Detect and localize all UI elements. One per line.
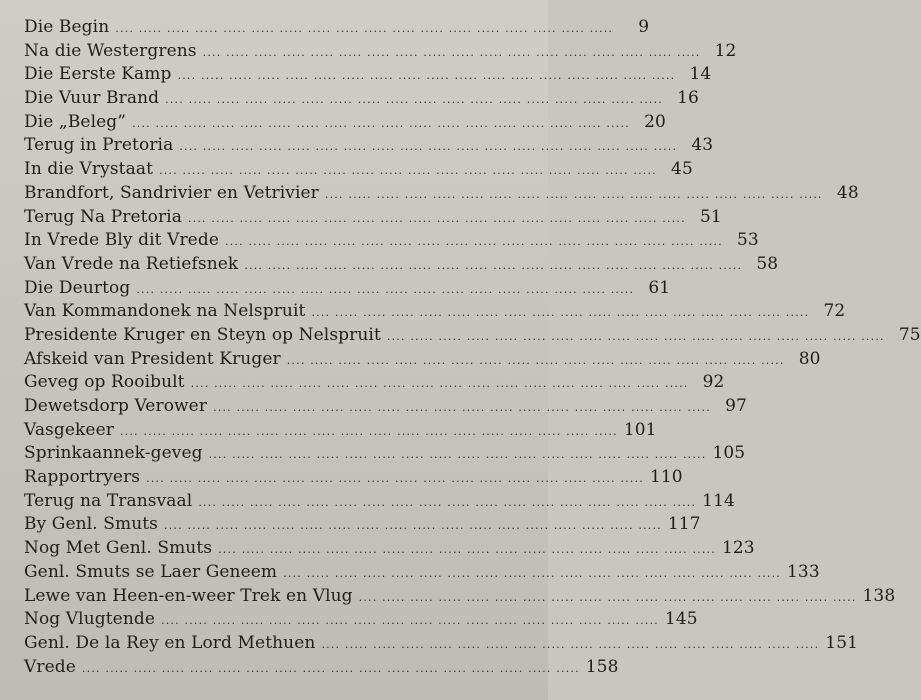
toc-entry-title: Lewe van Heen-en-weer Trek en Vlug	[24, 585, 353, 606]
toc-entry-page-number: 58	[756, 253, 779, 274]
toc-entry-page-number: 117	[667, 514, 701, 535]
dot-leader: .... ..... ..... ..... ..... ..... ..... ..... ..... ..... ..... ..... ..... ..... ..... ..... ..... .....	[321, 637, 820, 651]
toc-entry	[24, 277, 671, 301]
toc-entry-page-number: 101	[623, 419, 657, 440]
dot-leader: .... ..... ..... ..... ..... ..... ..... ..... ..... ..... ..... ..... ..... ..... ..... ..... ..... .....	[213, 401, 711, 414]
toc-entry-page-number: 51	[699, 206, 722, 227]
dot-leader: .... ..... ..... ..... ..... ..... ..... ..... ..... ..... ..... ..... ..... ..... ..... ..... ..... .....	[324, 187, 823, 201]
toc-entry-page-number: 133	[787, 561, 820, 582]
dot-leader: .... ..... ..... ..... ..... ..... ..... ..... ..... ..... ..... ..... ..... ..... ..... ..... ..... .....	[81, 661, 580, 675]
toc-entry	[24, 229, 759, 253]
dot-leader: .... ..... ..... ..... ..... ..... ..... ..... ..... ..... ..... ..... ..... ..... ..... ..... ..... .....	[358, 590, 857, 604]
dot-leader: .... ..... ..... ..... ..... ..... ..... ..... ..... ..... ..... ..... ..... ..... ..... ..... ..... .....	[218, 543, 716, 557]
toc-entry-title: Genl. Smuts se Laer Geneem	[24, 561, 278, 582]
toc-entry-page-number: 9	[638, 17, 650, 37]
toc-entry-title: Die Begin	[24, 17, 110, 37]
toc-entry	[24, 87, 699, 111]
toc-entry-title: Geveg op Rooibult	[24, 372, 185, 393]
toc-entry-page-number: 61	[648, 277, 671, 298]
dot-leader: .... ..... ..... ..... ..... ..... ..... ..... ..... ..... ..... ..... ..... ..... ..... ..... ..... .....	[386, 329, 885, 343]
toc-entry-page-number: 145	[664, 609, 698, 630]
toc-entry	[24, 395, 747, 419]
toc-entry	[24, 182, 859, 206]
toc-entry-title: By Genl. Smuts	[24, 514, 159, 535]
toc-entry	[24, 513, 701, 537]
toc-entry	[24, 134, 714, 158]
toc-entry-title: Dewetsdorp Verower	[24, 396, 208, 416]
dot-leader: .... ..... ..... ..... ..... ..... ..... ..... ..... ..... ..... ..... ..... ..... ..... ..... ..... .....	[286, 353, 785, 367]
toc-entry	[24, 656, 619, 680]
toc-entry-page-number: 20	[644, 111, 666, 132]
dot-leader: .... ..... ..... ..... ..... ..... ..... ..... ..... ..... ..... ..... ..... ..... ..... ..... ..... .....	[179, 140, 678, 154]
toc-entry-page-number: 16	[677, 88, 699, 109]
dot-leader: .... ..... ..... ..... ..... ..... ..... ..... ..... ..... ..... ..... ..... ..... ..... ..... ..... .....	[202, 45, 701, 59]
toc-entry	[24, 537, 755, 561]
toc-entry-page-number: 138	[862, 585, 896, 606]
toc-entry-page-number: 97	[725, 396, 747, 416]
toc-entry-title: Terug na Transvaal	[24, 490, 193, 511]
toc-entry	[24, 419, 657, 443]
toc-entry	[24, 466, 683, 490]
toc-entry	[24, 206, 722, 230]
toc-entry-title: Terug in Pretoria	[24, 135, 174, 156]
dot-leader: .... ..... ..... ..... ..... ..... ..... ..... ..... ..... ..... ..... ..... ..... ..... ..... ..... .....	[159, 164, 657, 178]
dot-leader: .... ..... ..... ..... ..... ..... ..... ..... ..... ..... ..... ..... ..... ..... ..... ..... ..... .....	[132, 116, 630, 130]
dot-leader: .... ..... ..... ..... ..... ..... ..... ..... ..... ..... ..... ..... ..... ..... ..... ..... ..... .....	[177, 69, 676, 83]
toc-entry-page-number: 43	[691, 135, 714, 156]
toc-entry-page-number: 45	[671, 159, 693, 180]
toc-entry-title: Nog Met Genl. Smuts	[24, 538, 213, 559]
toc-entry	[24, 348, 821, 372]
dot-leader: .... ..... ..... ..... ..... ..... ..... ..... ..... ..... ..... ..... ..... ..... ..... ..... ..... .....	[146, 472, 644, 486]
dot-leader: .... ..... ..... ..... ..... ..... ..... ..... ..... ..... ..... ..... ..... ..... ..... ..... ..... .....	[311, 306, 810, 320]
toc-entry-title: Die „Beleg”	[24, 111, 127, 132]
toc-entry-title: Genl. De la Rey en Lord Methuen	[24, 632, 316, 653]
toc-entry	[24, 561, 820, 585]
toc-entry	[24, 585, 896, 609]
toc-entry-page-number: 158	[585, 656, 619, 677]
toc-entry-page-number: 110	[649, 467, 683, 488]
toc-entry-page-number: 72	[823, 301, 846, 322]
toc-entry-title: In Vrede Bly dit Vrede	[24, 230, 219, 251]
dot-leader: .... ..... ..... ..... ..... ..... ..... ..... ..... ..... ..... ..... ..... ..... ..... ..... ..... .....	[190, 377, 689, 391]
dot-leader: .... ..... ..... ..... ..... ..... ..... ..... ..... ..... ..... ..... ..... ..... ..... ..... ..... .....	[115, 22, 614, 35]
toc-entry-page-number: 114	[702, 490, 735, 511]
toc-entry	[24, 300, 846, 324]
toc-entry-title: Rapportryers	[24, 467, 141, 488]
toc-entry-page-number: 14	[689, 64, 712, 85]
toc-entry-title: Vasgekeer	[24, 419, 114, 440]
dot-leader: .... ..... ..... ..... ..... ..... ..... ..... ..... ..... ..... ..... ..... ..... ..... ..... ..... .....	[283, 566, 781, 580]
toc-entry	[24, 608, 698, 632]
toc-entry	[24, 490, 735, 514]
toc-entry	[24, 63, 712, 87]
toc-entry-title: Die Eerste Kamp	[24, 64, 172, 85]
toc-entry-title: In die Vrystaat	[24, 159, 154, 180]
dot-leader: .... ..... ..... ..... ..... ..... ..... ..... ..... ..... ..... ..... ..... ..... ..... ..... ..... .....	[164, 519, 662, 533]
dot-leader: .... ..... ..... ..... ..... ..... ..... ..... ..... ..... ..... ..... ..... ..... ..... ..... ..... .....	[165, 93, 663, 107]
toc-entry-page-number: 151	[825, 632, 859, 653]
dot-leader: .... ..... ..... ..... ..... ..... ..... ..... ..... ..... ..... ..... ..... ..... ..... ..... ..... .....	[198, 495, 697, 509]
toc-entry	[24, 253, 779, 277]
dot-leader: .... ..... ..... ..... ..... ..... ..... ..... ..... ..... ..... ..... ..... ..... ..... ..... ..... .....	[208, 448, 707, 462]
toc-entry	[24, 16, 650, 40]
toc-entry-title: Nog Vlugtende	[24, 609, 156, 630]
toc-entry	[24, 158, 693, 182]
toc-entry-title: Afskeid van President Kruger	[24, 348, 281, 369]
toc-entry-title: Van Vrede na Retiefsnek	[24, 253, 239, 274]
toc-entry-title: Presidente Kruger en Steyn op Nelspruit	[24, 324, 381, 345]
toc-entry	[24, 111, 666, 135]
toc-entry	[24, 442, 746, 466]
dot-leader: .... ..... ..... ..... ..... ..... ..... ..... ..... ..... ..... ..... ..... ..... ..... ..... ..... .....	[244, 258, 743, 272]
toc-entry-page-number: 105	[712, 443, 746, 464]
toc-entry	[24, 371, 725, 395]
toc-entry	[24, 324, 921, 348]
dot-leader: .... ..... ..... ..... ..... ..... ..... ..... ..... ..... ..... ..... ..... ..... ..... ..... ..... .....	[224, 235, 723, 249]
dot-leader: .... ..... ..... ..... ..... ..... ..... ..... ..... ..... ..... ..... ..... ..... ..... ..... ..... .....	[161, 614, 659, 628]
toc-entry	[24, 40, 737, 64]
dot-leader: .... ..... ..... ..... ..... ..... ..... ..... ..... ..... ..... ..... ..... ..... ..... ..... ..... .....	[187, 211, 686, 225]
toc-entry-title: Brandfort, Sandrivier en Vetrivier	[24, 182, 319, 203]
toc-entry-page-number: 92	[702, 372, 725, 393]
toc-entry-page-number: 123	[721, 538, 755, 559]
toc-entry-title: Na die Westergrens	[24, 40, 197, 61]
toc-entry-title: Die Vuur Brand	[24, 88, 160, 109]
toc-entry	[24, 632, 859, 656]
toc-entry-title: Van Kommandonek na Nelspruit	[24, 301, 306, 322]
toc-entry-page-number: 53	[736, 230, 759, 251]
toc-entry-title: Die Deurtog	[24, 277, 131, 298]
dot-leader: .... ..... ..... ..... ..... ..... ..... ..... ..... ..... ..... ..... ..... ..... ..... ..... ..... .....	[136, 282, 635, 296]
toc-entry-title: Sprinkaannek-geveg	[24, 443, 203, 464]
dot-leader: .... ..... ..... ..... ..... ..... ..... ..... ..... ..... ..... ..... ..... ..... ..... ..... ..... .....	[119, 424, 618, 438]
toc-entry-page-number: 48	[836, 182, 859, 203]
toc-entry-page-number: 12	[714, 40, 737, 61]
toc-entry-page-number: 75	[898, 324, 921, 345]
toc-entry-title: Vrede	[24, 656, 76, 677]
toc-entry-page-number: 80	[798, 348, 821, 369]
table-of-contents	[24, 16, 921, 679]
toc-entry-title: Terug Na Pretoria	[24, 206, 182, 227]
